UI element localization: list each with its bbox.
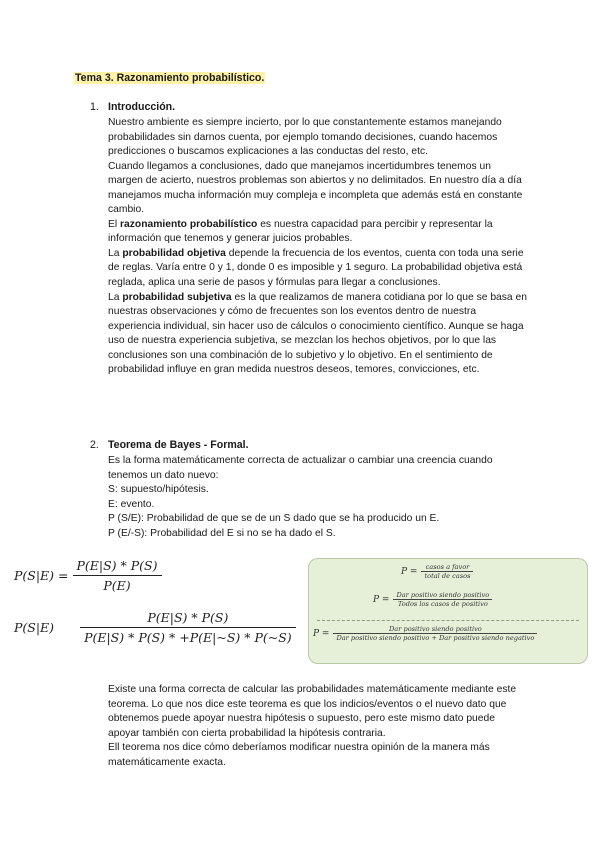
intro-paragraph-3 (108, 218, 528, 247)
intro-paragraph-2: Cuando llegamos a conclusiones, dado que manejamos incertidumbres tenemos un margen de acierto, nuestros problemas son abiertos y no delimitados. En nuestro día a día manejamos mucha información muy compleja e incompleta que además está en constante cambio. (108, 160, 523, 216)
def-p-s-e: P (S/E): Probabilidad de que se de un S dado que se ha producido un E. (108, 513, 440, 525)
bayes-formula-2 (14, 610, 296, 645)
formula-bayes-freq-denominator: Dar positivo siendo positivo + Dar positivo siendo negativo (333, 633, 537, 642)
formula-bayes-freq-numerator: Dar positivo siendo positivo (389, 625, 482, 633)
section-2-number: 2. (90, 439, 99, 451)
formula-positivo-p: P = (373, 594, 390, 605)
formula-casos-numerator: casos a favor (425, 563, 470, 571)
text-span: El (108, 218, 121, 230)
section-2-body (108, 454, 528, 541)
term-objetiva: probabilidad objetiva (122, 247, 226, 259)
bayes-intro: Es la forma matemáticamente correcta de actualizar o cambiar una creencia cuando tenemos un dato nuevo: (108, 455, 493, 481)
section-1-number: 1. (90, 101, 99, 113)
formula-casos (401, 563, 473, 580)
formula-bayes-freq-p: P = (313, 628, 330, 639)
section-2-heading (90, 439, 249, 451)
text-span: es nuestra capacidad para percibir y representar la información que tenemos y generar juicios probables. (108, 218, 493, 245)
document-title: Tema 3. Razonamiento probabilístico. (75, 72, 265, 84)
term-razonamiento: razonamiento probabilístico (120, 218, 258, 230)
bayes-explanation: Existe una forma correcta de calcular las probabilidades matemáticamente mediante este teorema. Lo que nos dice este teorema es que los indicios/eventos o el nuevo dato que obtenemos puede apoyar nuestra hipótesis o supuesto, pero este mismo dato puede apoyar también con cierta probabilidad la hipótesis contraria. (108, 684, 517, 739)
intro-paragraph-4 (108, 247, 528, 291)
formula-positivo-numerator: Dar positivo siendo positivo (396, 591, 490, 599)
text-span: La (108, 291, 123, 303)
formula-1-lhs: P(S|E) = (14, 568, 69, 583)
probability-formulas-box (308, 558, 588, 664)
bayes-conclusion: Ell teorema nos dice cómo deberíamos modificar nuestra opinión de la manera más matemáticamente exacta. (108, 742, 490, 768)
section-1-title: Introducción. (108, 101, 176, 113)
section-1-heading (90, 101, 175, 113)
text-span: La (108, 247, 123, 259)
def-s: S: supuesto/hipótesis. (108, 484, 209, 496)
section-2-title: Teorema de Bayes - Formal. (108, 439, 249, 451)
formula-positivo-denominator: Todos los casos de positivo (393, 599, 492, 608)
text-span: es la que realizamos de manera cotidiana por lo que se basa en nuestras observaciones y cómo de frecuentes son los eventos dentro de nuestra experiencia individual, sin hacer uso de cálculos o conocimiento científico. Aunque se haga uso de nuestra experiencia subjetiva, se mezclan los hechos objetivos, por lo que las conclusiones son una combinación de lo subjetivo y lo objetivo. En el sentimiento de probabilidad influye en gran medida nuestros deseos, temores, convicciones, etc. (108, 291, 527, 376)
formula-bayes-freq-fraction (333, 625, 537, 642)
formula-casos-fraction (421, 563, 473, 580)
intro-paragraph-5 (108, 291, 528, 378)
formula-positivo (373, 591, 492, 608)
formula-bayes-freq (313, 625, 537, 642)
term-subjetiva: probabilidad subjetiva (122, 291, 232, 303)
formula-2-denominator: P(E|S) * P(S) * +P(E|~S) * P(~S) (80, 627, 296, 645)
intro-paragraph-1: Nuestro ambiente es siempre incierto, por lo que constantemente estamos manejando probabilidades sin darnos cuenta, por ejemplo tomando decisiones, cuando hacemos predicciones o buscamos explicaciones a las conductas del resto, etc. (108, 117, 502, 158)
section-2-closing (108, 683, 528, 770)
dashed-divider (317, 620, 579, 621)
formula-2-lhs: P(S|E) (14, 620, 55, 635)
formula-positivo-fraction (393, 591, 492, 608)
formula-casos-denominator: total de casos (421, 571, 473, 580)
formula-2-fraction (80, 610, 296, 645)
text-span: depende la frecuencia de los eventos, cuenta con toda una serie de reglas. Varía entre 0 y 1, donde 0 es imposible y 1 seguro. La probabilidad objetiva está reglada, aplica una serie de pasos y fórmulas para llegar a conclusiones. (108, 247, 524, 289)
def-e: E: evento. (108, 498, 155, 510)
def-p-e-not-s: P (E/-S): Probabilidad del E si no se ha dado el S. (108, 527, 336, 539)
bayes-formula-1 (14, 558, 162, 593)
formula-2-numerator: P(E|S) * P(S) (147, 610, 229, 625)
formula-casos-p: P = (401, 566, 418, 577)
formula-1-denominator: P(E) (73, 575, 162, 593)
formula-1-numerator: P(E|S) * P(S) (76, 558, 158, 573)
section-1-body (108, 116, 528, 378)
formula-1-fraction (73, 558, 162, 593)
